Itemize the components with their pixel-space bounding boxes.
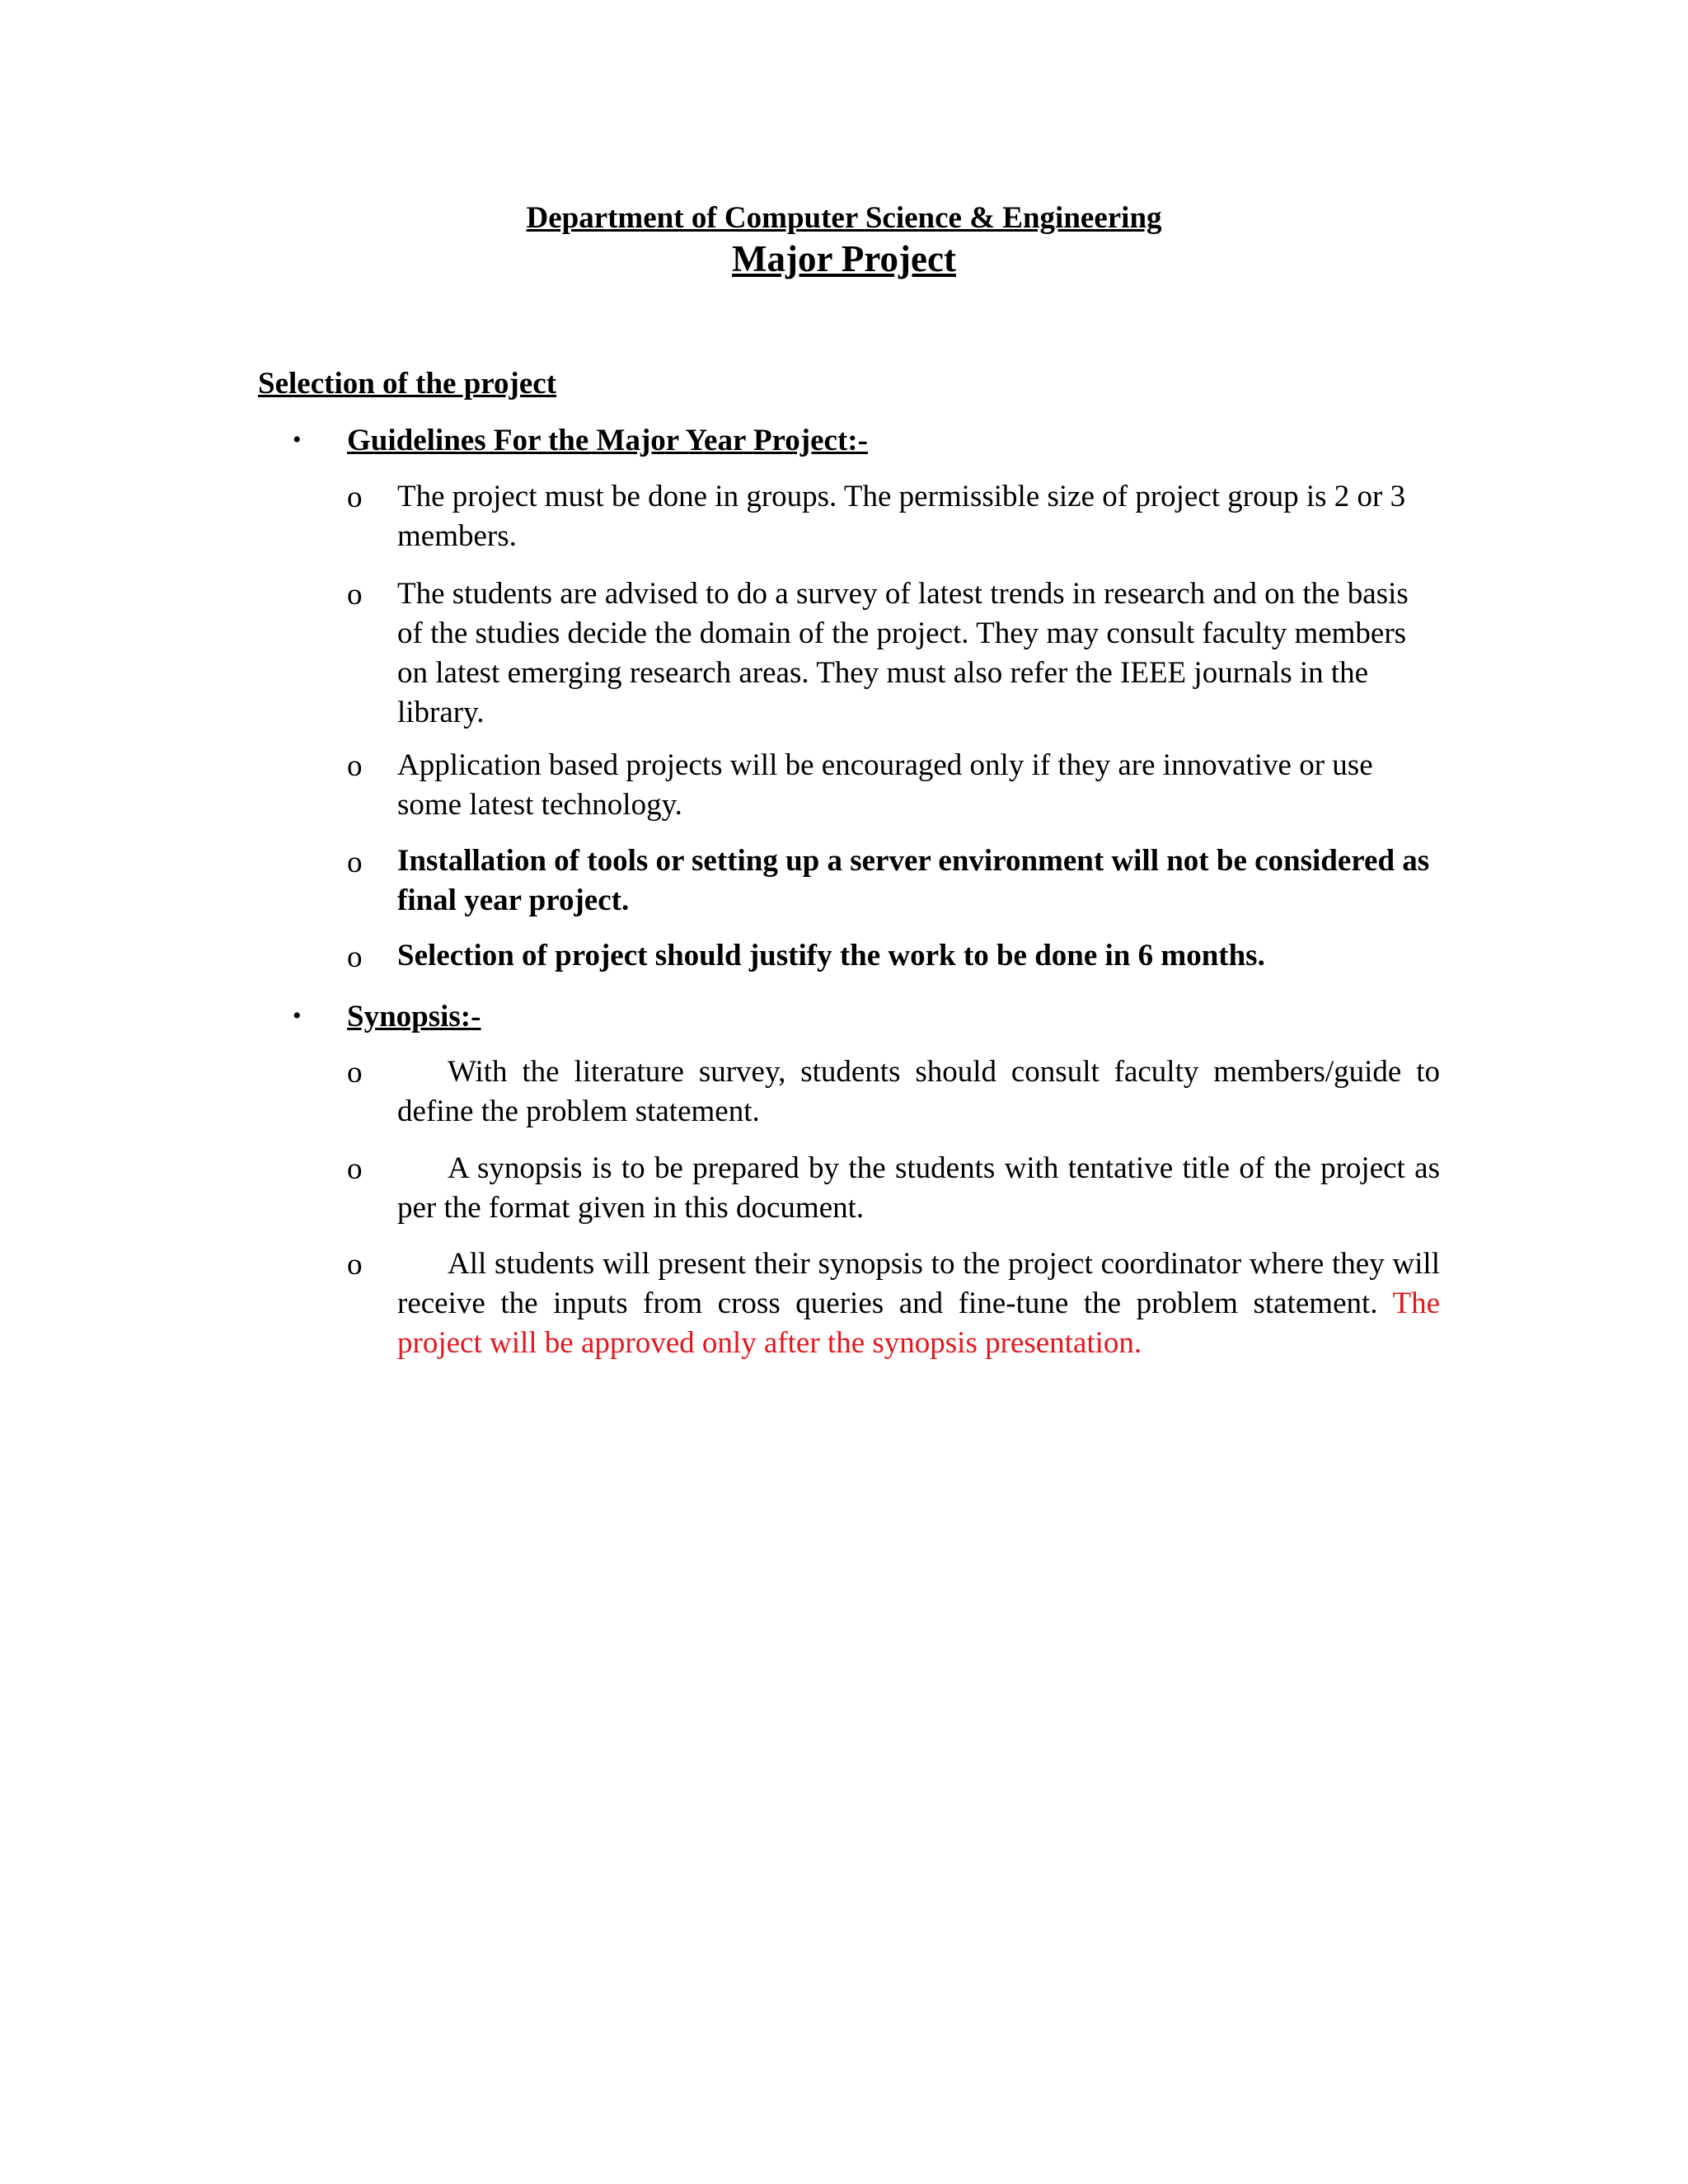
- section-heading: Selection of the project: [258, 367, 557, 401]
- bullet-marker: •: [293, 426, 302, 453]
- sub-bullet-marker: o: [347, 749, 363, 783]
- synopsis-item: A synopsis is to be prepared by the students with tentative title of the project as per the format given in this document.: [397, 1151, 1440, 1225]
- sub-bullet-marker: o: [347, 578, 363, 612]
- guideline-item: Application based projects will be encouraged only if they are innovative or use some latest technology.: [397, 748, 1373, 822]
- guideline-item: The project must be done in groups. The permissible size of project group is 2 or 3 members.: [397, 480, 1406, 553]
- guideline-item: The students are advised to do a survey of latest trends in research and on the basis of the studies decide the domain of the project. They may consult faculty members on latest emerging research areas. They must also refer the IEEE journals in the library.: [397, 577, 1409, 729]
- sub-bullet-marker: o: [347, 1152, 363, 1186]
- synopsis-heading: Synopsis:-: [347, 1000, 481, 1033]
- approval-note: The project will be approved only after the synopsis presentation.: [397, 1286, 1440, 1360]
- synopsis-item: With the literature survey, students should consult faculty members/guide to define the problem statement.: [397, 1055, 1440, 1128]
- guideline-item: Installation of tools or setting up a server environment will not be considered as final year project.: [397, 844, 1430, 917]
- synopsis-item-text: All students will present their synopsis to the project coordinator where they will receive the inputs from cross queries and fine-tune the problem statement.: [397, 1247, 1440, 1320]
- sub-bullet-marker: o: [347, 846, 363, 879]
- sub-bullet-marker: o: [347, 940, 363, 974]
- sub-bullet-marker: o: [347, 480, 363, 514]
- department-heading: Department of Computer Science & Engineering: [526, 201, 1162, 235]
- sub-bullet-marker: o: [347, 1248, 363, 1282]
- synopsis-item: [397, 1244, 1440, 1363]
- bullet-marker: •: [293, 1002, 302, 1029]
- sub-bullet-marker: o: [347, 1056, 363, 1090]
- guidelines-heading: Guidelines For the Major Year Project:-: [347, 424, 868, 457]
- document-title: Major Project: [732, 238, 956, 279]
- guideline-item: Selection of project should justify the work to be done in 6 months.: [397, 939, 1265, 972]
